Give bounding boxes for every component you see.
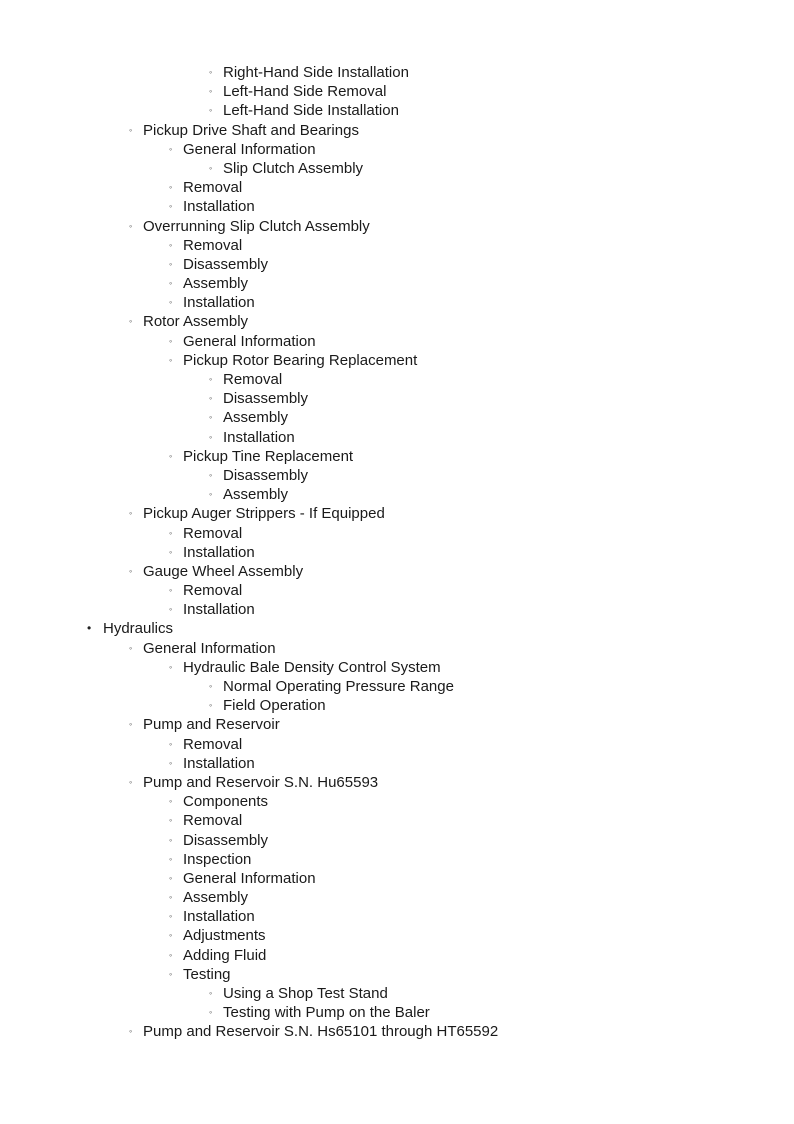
circle-bullet-icon: ◦: [169, 354, 173, 365]
circle-bullet-icon: ◦: [169, 546, 173, 557]
circle-bullet-icon: ◦: [129, 508, 133, 519]
toc-item-level-2: [0, 600, 794, 619]
circle-bullet-icon: ◦: [169, 201, 173, 212]
toc-item-level-3: [0, 984, 794, 1003]
toc-item-label: Hydraulics: [103, 620, 174, 638]
toc-item-level-3: [0, 696, 794, 715]
circle-bullet-icon: ◦: [209, 489, 213, 500]
toc-item-label: Field Operation: [223, 697, 326, 715]
circle-bullet-icon: ◦: [209, 1007, 213, 1018]
toc-item-label: Overrunning Slip Clutch Assembly: [143, 217, 370, 235]
circle-bullet-icon: ◦: [169, 834, 173, 845]
circle-bullet-icon: ◦: [169, 892, 173, 903]
circle-bullet-icon: ◦: [169, 911, 173, 922]
toc-item-label: Installation: [223, 428, 295, 446]
circle-bullet-icon: ◦: [169, 949, 173, 960]
circle-bullet-icon: ◦: [209, 431, 213, 442]
circle-bullet-icon: ◦: [209, 86, 213, 97]
toc-item-level-0: [0, 619, 794, 638]
toc-item-level-1: [0, 639, 794, 658]
toc-item-level-3: [0, 485, 794, 504]
toc-item-level-2: [0, 811, 794, 830]
circle-bullet-icon: ◦: [169, 239, 173, 250]
circle-bullet-icon: ◦: [169, 335, 173, 346]
toc-item-label: Pump and Reservoir: [143, 716, 280, 734]
toc-item-label: Pickup Rotor Bearing Replacement: [183, 351, 418, 369]
circle-bullet-icon: ◦: [129, 719, 133, 730]
toc-item-label: Installation: [183, 198, 255, 216]
toc-item-label: Assembly: [183, 889, 249, 907]
circle-bullet-icon: ◦: [169, 604, 173, 615]
toc-item-level-2: [0, 946, 794, 965]
circle-bullet-icon: ◦: [169, 182, 173, 193]
circle-bullet-icon: ◦: [129, 316, 133, 327]
toc-item-level-2: [0, 274, 794, 293]
toc-item-level-1: [0, 312, 794, 331]
toc-item-label: General Information: [183, 332, 316, 350]
toc-item-level-2: [0, 197, 794, 216]
circle-bullet-icon: ◦: [169, 450, 173, 461]
circle-bullet-icon: ◦: [169, 258, 173, 269]
circle-bullet-icon: ◦: [169, 815, 173, 826]
toc-item-label: Disassembly: [183, 831, 269, 849]
toc-item-label: Pump and Reservoir S.N. Hu65593: [143, 773, 379, 791]
circle-bullet-icon: ◦: [129, 642, 133, 653]
toc-item-level-2: [0, 850, 794, 869]
toc-item-label: Adding Fluid: [183, 946, 267, 964]
circle-bullet-icon: ◦: [209, 105, 213, 116]
toc-item-label: Normal Operating Pressure Range: [223, 678, 454, 695]
toc-item-label: Removal: [183, 735, 243, 753]
toc-item-level-3: [0, 408, 794, 427]
circle-bullet-icon: ◦: [129, 565, 133, 576]
toc-item-label: Slip Clutch Assembly: [223, 159, 364, 177]
table-of-contents: [0, 63, 794, 1042]
toc-item-label: Removal: [183, 236, 243, 254]
toc-item-level-3: [0, 466, 794, 485]
toc-item-level-3: [0, 389, 794, 408]
toc-item-label: General Information: [143, 639, 276, 657]
circle-bullet-icon: ◦: [169, 585, 173, 596]
toc-item-level-2: [0, 735, 794, 754]
circle-bullet-icon: ◦: [129, 776, 133, 787]
toc-item-level-1: [0, 504, 794, 523]
toc-item-level-2: [0, 236, 794, 255]
toc-item-level-3: [0, 428, 794, 447]
toc-item-level-3: [0, 63, 794, 82]
toc-item-level-3: [0, 1003, 794, 1022]
toc-item-level-3: [0, 370, 794, 389]
toc-item-label: Disassembly: [223, 466, 309, 484]
circle-bullet-icon: ◦: [169, 297, 173, 308]
toc-item-label: Assembly: [223, 409, 289, 427]
circle-bullet-icon: ◦: [169, 968, 173, 979]
disc-bullet-icon: •: [87, 621, 92, 636]
toc-item-label: Rotor Assembly: [143, 313, 249, 331]
circle-bullet-icon: ◦: [169, 796, 173, 807]
toc-item-label: Installation: [183, 601, 255, 619]
toc-item-level-2: [0, 447, 794, 466]
toc-item-label: Assembly: [223, 486, 289, 504]
circle-bullet-icon: ◦: [209, 67, 213, 77]
toc-item-label: Disassembly: [223, 390, 309, 408]
toc-item-level-2: [0, 658, 794, 677]
toc-item-level-3: [0, 101, 794, 120]
toc-item-level-1: [0, 121, 794, 140]
toc-item-label: General Information: [183, 869, 316, 887]
toc-item-label: Installation: [183, 754, 255, 772]
toc-item-label: Adjustments: [183, 927, 266, 945]
circle-bullet-icon: ◦: [169, 757, 173, 768]
toc-item-level-2: [0, 351, 794, 370]
toc-item-level-2: [0, 140, 794, 159]
circle-bullet-icon: ◦: [209, 681, 213, 691]
toc-item-label: Left-Hand Side Installation: [223, 102, 399, 120]
toc-item-label: Pickup Tine Replacement: [183, 447, 354, 465]
circle-bullet-icon: ◦: [129, 1026, 133, 1037]
toc-item-level-3: [0, 82, 794, 101]
toc-item-label: Installation: [183, 543, 255, 561]
toc-item-label: Removal: [183, 582, 243, 600]
toc-item-level-1: [0, 562, 794, 581]
toc-item-level-2: [0, 255, 794, 274]
toc-item-level-2: [0, 178, 794, 197]
toc-item-level-2: [0, 293, 794, 312]
toc-item-label: Pump and Reservoir S.N. Hs65101 through HT65592: [143, 1023, 499, 1041]
toc-item-label: Hydraulic Bale Density Control System: [183, 658, 441, 676]
toc-item-level-3: [0, 159, 794, 178]
circle-bullet-icon: ◦: [209, 412, 213, 423]
toc-item-level-2: [0, 754, 794, 773]
toc-item-label: Removal: [183, 179, 243, 197]
circle-bullet-icon: ◦: [169, 527, 173, 538]
toc-item-label: Removal: [183, 812, 243, 830]
circle-bullet-icon: ◦: [169, 278, 173, 289]
circle-bullet-icon: ◦: [169, 872, 173, 883]
toc-item-level-2: [0, 907, 794, 926]
circle-bullet-icon: ◦: [209, 162, 213, 173]
circle-bullet-icon: ◦: [169, 661, 173, 672]
toc-item-label: Using a Shop Test Stand: [223, 985, 388, 1002]
toc-item-label: Testing: [183, 965, 231, 983]
toc-item-label: Pickup Drive Shaft and Bearings: [143, 121, 359, 139]
toc-item-level-2: [0, 831, 794, 850]
circle-bullet-icon: ◦: [209, 988, 213, 998]
toc-item-label: Right-Hand Side Installation: [223, 64, 409, 81]
circle-bullet-icon: ◦: [169, 853, 173, 864]
toc-item-level-2: [0, 926, 794, 945]
toc-item-label: Installation: [183, 294, 255, 312]
toc-item-label: Components: [183, 793, 269, 811]
circle-bullet-icon: ◦: [209, 700, 213, 711]
circle-bullet-icon: ◦: [209, 469, 213, 480]
toc-item-level-2: [0, 888, 794, 907]
toc-item-level-2: [0, 543, 794, 562]
toc-item-label: Testing with Pump on the Baler: [223, 1004, 430, 1022]
circle-bullet-icon: ◦: [169, 930, 173, 941]
toc-item-label: Pickup Auger Strippers - If Equipped: [143, 505, 385, 523]
toc-item-level-3: [0, 677, 794, 696]
toc-item-label: Removal: [183, 524, 243, 542]
circle-bullet-icon: ◦: [129, 220, 133, 231]
toc-item-label: Gauge Wheel Assembly: [143, 562, 304, 580]
toc-item-label: Left-Hand Side Removal: [223, 83, 387, 101]
toc-item-level-1: [0, 773, 794, 792]
toc-item-level-2: [0, 332, 794, 351]
toc-item-label: Disassembly: [183, 255, 269, 273]
toc-item-level-2: [0, 965, 794, 984]
toc-item-level-1: [0, 217, 794, 236]
toc-item-label: General Information: [183, 140, 316, 158]
circle-bullet-icon: ◦: [129, 124, 133, 135]
circle-bullet-icon: ◦: [209, 374, 213, 384]
toc-item-label: Removal: [223, 371, 283, 388]
circle-bullet-icon: ◦: [169, 738, 173, 749]
toc-item-level-2: [0, 524, 794, 543]
toc-item-label: Inspection: [183, 850, 252, 868]
toc-item-level-2: [0, 581, 794, 600]
toc-item-level-2: [0, 792, 794, 811]
circle-bullet-icon: ◦: [169, 143, 173, 154]
toc-item-level-1: [0, 715, 794, 734]
circle-bullet-icon: ◦: [209, 393, 213, 404]
toc-item-label: Installation: [183, 908, 255, 926]
toc-item-label: Assembly: [183, 275, 249, 293]
toc-item-level-2: [0, 869, 794, 888]
toc-item-level-1: [0, 1022, 794, 1041]
